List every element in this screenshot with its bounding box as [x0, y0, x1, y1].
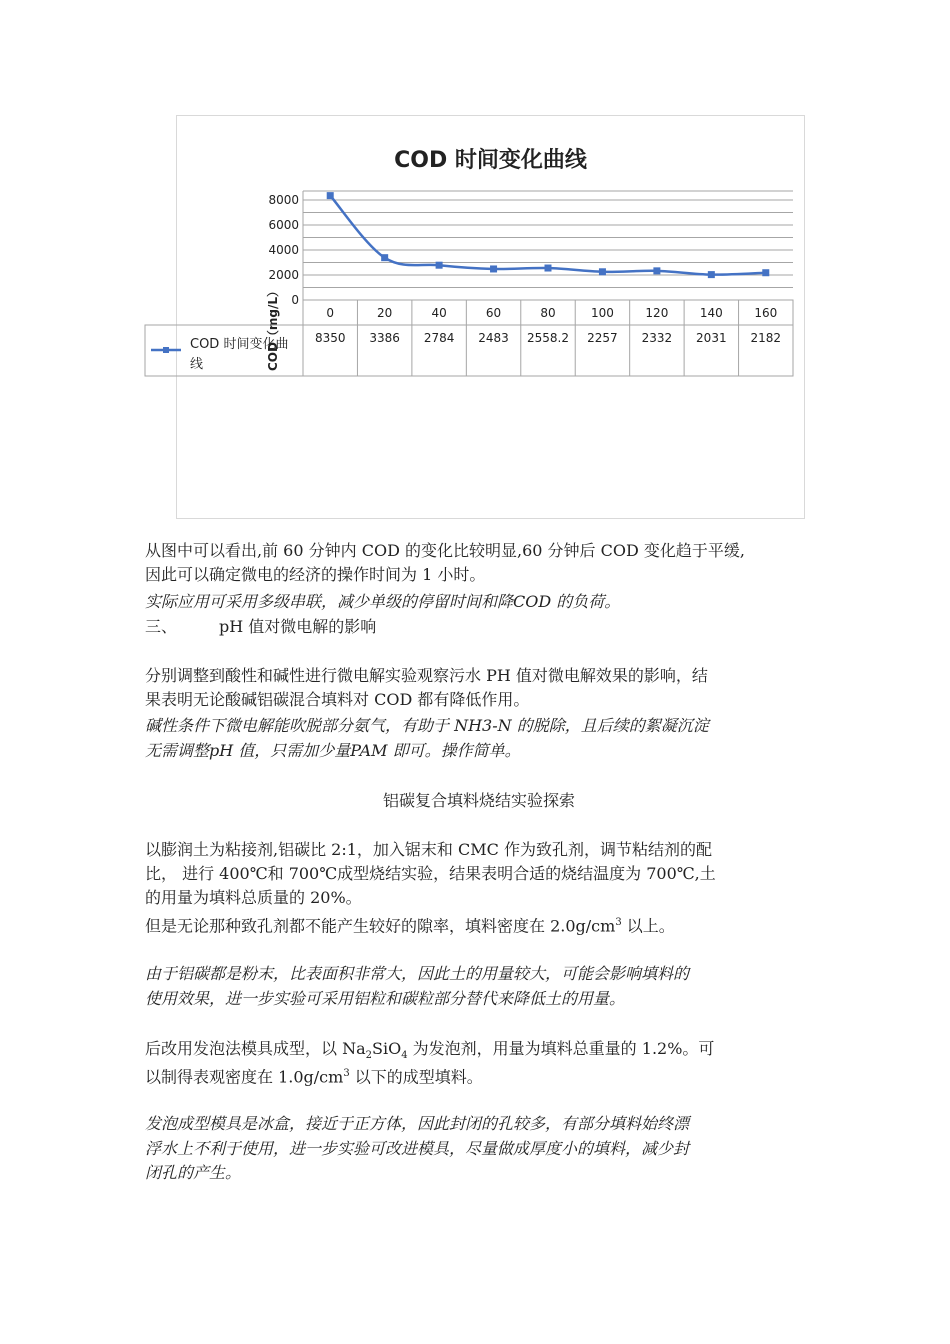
legend-label: COD 时间变化曲: [190, 337, 289, 352]
paragraph-5-line-2: 比， 进行 400℃和 700℃成型烧结实验，结果表明合适的烧结温度为 700℃,土: [145, 864, 716, 883]
x-tick-label: 140: [699, 306, 723, 320]
data-table-value: 2483: [478, 331, 509, 345]
data-point: [490, 265, 497, 272]
paragraph-8-line-2: [145, 1062, 813, 1089]
paragraph-5-line-3: 的用量为填料总质量的 20%。: [145, 888, 362, 907]
paragraph-8-line-2-tail: 以下的成型填料。: [349, 1067, 483, 1087]
paragraph-8-line-2-text: 以制得表观密度在 1.0g/cm: [145, 1067, 344, 1087]
y-tick-label: 4000: [268, 243, 299, 257]
paragraph-4-line-2: 无需调整pH 值，只需加少量PAM 即可。操作简单。: [145, 741, 521, 760]
cod-chart: [0, 0, 950, 530]
paragraph-1-line-2: 因此可以确定微电的经济的操作时间为 1 小时。: [145, 565, 486, 584]
x-tick-label: 80: [540, 306, 556, 320]
x-tick-label: 60: [485, 306, 502, 320]
paragraph-9-line-3: 闭孔的产生。: [145, 1163, 242, 1182]
data-table-value: 2558.2: [527, 331, 569, 345]
paragraph-4-line-1: 碱性条件下微电解能吹脱部分氨气，有助于 NH3-N 的脱除，且后续的絮凝沉淀: [145, 716, 709, 735]
paragraph-3-line-2: 果表明无论酸碱铝碳混合填料对 COD 都有降低作用。: [145, 690, 530, 709]
x-tick-label: 0: [326, 306, 335, 320]
data-point: [708, 271, 715, 278]
heading-3-number: 三、: [145, 617, 178, 636]
chart-title: COD 时间变化曲线: [394, 148, 587, 173]
paragraph-8-tail: 为发泡剂，用量为填料总重量的 1.2%。可: [407, 1039, 715, 1058]
data-table-value: 8350: [314, 331, 346, 345]
subscript-2: 2: [365, 1050, 373, 1062]
data-point: [599, 268, 606, 275]
x-tick-label: 160: [754, 306, 778, 320]
legend-label-wrap: 线: [190, 357, 204, 372]
paragraph-6-tail: 以上。: [621, 916, 675, 936]
x-tick-label: 40: [431, 306, 447, 320]
subscript-4: 4: [401, 1050, 408, 1062]
heading-3: [145, 615, 813, 639]
x-tick-label: 20: [377, 306, 393, 320]
y-tick-label: 8000: [268, 193, 299, 207]
data-table-value: 2031: [696, 331, 727, 345]
x-tick-label: 100: [590, 306, 614, 320]
paragraph-3-line-1: 分别调整到酸性和碱性进行微电解实验观察污水 PH 值对微电解效果的影响，结: [145, 666, 708, 685]
paragraph-7-line-1: 由于铝碳都是粉末，比表面积非常大，因此土的用量较大，可能会影响填料的: [145, 964, 690, 983]
data-table-value: 3386: [369, 331, 400, 345]
data-point: [545, 265, 552, 272]
paragraph-5-line-1: 以膨润土为粘接剂,铝碳比 2:1，加入锯末和 CMC 作为致孔剂，调节粘结剂的配: [145, 840, 712, 859]
superscript-3: 3: [615, 917, 622, 928]
y-tick-label: 0: [291, 293, 299, 307]
legend-marker: [163, 347, 169, 353]
section-title: 铝碳复合填料烧结实验探索: [382, 791, 575, 810]
y-axis-label: COD（mg/L）: [266, 284, 280, 372]
y-tick-label: 6000: [268, 218, 299, 232]
heading-3-text: pH 值对微电解的影响: [219, 617, 377, 636]
paragraph-2: 实际应用可采用多级串联，减少单级的停留时间和降COD 的负荷。: [145, 592, 621, 611]
data-table-value: 2257: [587, 331, 618, 345]
superscript-3-b: 3: [343, 1068, 350, 1079]
paragraph-6: [145, 911, 813, 938]
x-tick-label: 120: [645, 306, 669, 320]
data-point: [327, 192, 334, 199]
paragraph-7-line-2: 使用效果，进一步实验可采用铝粒和碳粒部分替代来降低土的用量。: [145, 989, 626, 1008]
paragraph-6-text: 但是无论那种致孔剂都不能产生较好的隙率，填料密度在 2.0g/cm: [145, 916, 616, 936]
paragraph-9-line-2: 浮水上不利于使用，进一步实验可改进模具，尽量做成厚度小的填料，减少封: [145, 1139, 690, 1158]
data-point: [653, 267, 660, 274]
data-point: [762, 269, 769, 276]
paragraph-8-text: 后改用发泡法模具成型，以 Na: [145, 1039, 366, 1058]
data-table-value: 2784: [423, 331, 455, 345]
data-table-value: 2332: [641, 331, 673, 345]
paragraph-8-sio: SiO: [372, 1039, 402, 1058]
paragraph-1-line-1: 从图中可以看出,前 60 分钟内 COD 的变化比较明显,60 分钟后 COD 变化趋于平缓,: [145, 541, 745, 560]
data-table-value: 2182: [750, 331, 782, 345]
y-tick-label: 2000: [268, 268, 299, 282]
data-point: [381, 254, 388, 261]
paragraph-9-line-1: 发泡成型模具是冰盒，接近于正方体，因此封闭的孔较多，有部分填料始终漂: [145, 1114, 690, 1133]
data-point: [436, 262, 443, 269]
